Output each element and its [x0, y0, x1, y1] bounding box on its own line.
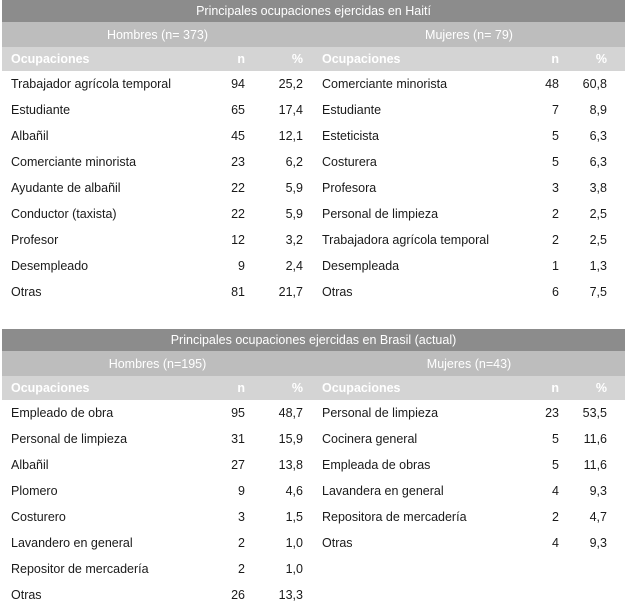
men-cell-group	[2, 123, 313, 149]
count-cell: 1	[552, 259, 559, 273]
percent-cell: 2,5	[589, 233, 607, 247]
occupation-cell: Personal de limpieza	[322, 207, 439, 221]
women-cell-group	[313, 530, 625, 556]
brasil-column-header	[2, 376, 625, 400]
percent-cell: 5,9	[285, 181, 303, 195]
percent-cell: 17,4	[278, 103, 303, 117]
table-row	[2, 279, 625, 305]
col-pct-header: %	[291, 52, 303, 66]
table-row	[2, 452, 625, 478]
women-cell-group	[313, 201, 625, 227]
occupation-cell: Trabajadora agrícola temporal	[322, 233, 489, 247]
count-cell: 26	[231, 588, 245, 602]
count-cell: 12	[231, 233, 245, 247]
count-cell: 5	[552, 129, 559, 143]
occupation-cell: Desempleada	[322, 259, 400, 273]
percent-cell: 11,6	[583, 458, 607, 472]
table-row	[2, 504, 625, 530]
count-cell: 9	[238, 484, 245, 498]
women-cell-group	[313, 452, 625, 478]
count-cell: 7	[552, 103, 559, 117]
women-cell-group	[313, 478, 625, 504]
haiti-table-body	[2, 71, 625, 305]
col-pct-header: %	[291, 381, 303, 395]
percent-cell: 3,2	[285, 233, 303, 247]
occupation-cell: Comerciante minorista	[11, 155, 137, 169]
women-cell-group	[313, 556, 625, 582]
women-cell-group	[313, 175, 625, 201]
occupation-cell: Albañil	[11, 129, 49, 143]
women-cell-group	[313, 71, 625, 97]
col-occupation-header: Ocupaciones	[11, 52, 90, 66]
percent-cell: 25,2	[278, 77, 303, 91]
occupation-cell: Comerciante minorista	[322, 77, 448, 91]
haiti-men-group-label: Hombres (n= 373)	[106, 27, 209, 42]
brasil-table-body	[2, 400, 625, 608]
table-row	[2, 530, 625, 556]
percent-cell: 21,7	[278, 285, 303, 299]
occupation-cell: Costurero	[11, 510, 66, 524]
men-cell-group	[2, 97, 313, 123]
men-cell-group	[2, 478, 313, 504]
count-cell: 6	[552, 285, 559, 299]
percent-cell: 2,5	[589, 207, 607, 221]
table-row	[2, 478, 625, 504]
count-cell: 2	[552, 207, 559, 221]
men-cell-group	[2, 452, 313, 478]
table-row	[2, 400, 625, 426]
women-cell-group	[313, 123, 625, 149]
occupation-cell: Trabajador agrícola temporal	[11, 77, 172, 91]
occupation-cell: Plomero	[11, 484, 58, 498]
percent-cell: 60,8	[582, 77, 607, 91]
men-cell-group	[2, 426, 313, 452]
percent-cell: 5,9	[285, 207, 303, 221]
women-cell-group	[313, 149, 625, 175]
men-cell-group	[2, 556, 313, 582]
percent-cell: 9,3	[589, 536, 607, 550]
count-cell: 94	[231, 77, 245, 91]
men-cell-group	[2, 149, 313, 175]
men-cell-group	[2, 71, 313, 97]
men-cell-group	[2, 582, 313, 608]
percent-cell: 9,3	[589, 484, 607, 498]
table-row	[2, 71, 625, 97]
count-cell: 27	[231, 458, 245, 472]
count-cell: 81	[231, 285, 245, 299]
col-occupation-header: Ocupaciones	[322, 52, 401, 66]
occupation-cell: Estudiante	[322, 103, 382, 117]
count-cell: 3	[552, 181, 559, 195]
table-row	[2, 149, 625, 175]
col-occupation-header: Ocupaciones	[322, 381, 401, 395]
count-cell: 5	[552, 458, 559, 472]
occupation-cell: Empleada de obras	[322, 458, 431, 472]
count-cell: 22	[231, 207, 245, 221]
table-row	[2, 253, 625, 279]
percent-cell: 13,3	[278, 588, 303, 602]
women-cell-group	[313, 426, 625, 452]
percent-cell: 7,5	[589, 285, 607, 299]
count-cell: 2	[238, 562, 245, 576]
count-cell: 2	[552, 233, 559, 247]
count-cell: 65	[231, 103, 245, 117]
occupation-cell: Costurera	[322, 155, 377, 169]
men-cell-group	[2, 279, 313, 305]
men-cell-group	[2, 530, 313, 556]
men-cell-group	[2, 201, 313, 227]
percent-cell: 15,9	[278, 432, 303, 446]
count-cell: 4	[552, 484, 559, 498]
table-row	[2, 227, 625, 253]
occupation-cell: Estudiante	[11, 103, 71, 117]
occupation-cell: Conductor (taxista)	[11, 207, 117, 221]
occupation-cell: Repositor de mercadería	[11, 562, 149, 576]
percent-cell: 1,5	[285, 510, 303, 524]
col-occupation-header: Ocupaciones	[11, 381, 90, 395]
col-pct-header: %	[595, 381, 607, 395]
men-cell-group	[2, 253, 313, 279]
count-cell: 22	[231, 181, 245, 195]
percent-cell: 3,8	[589, 181, 607, 195]
haiti-column-header	[2, 47, 625, 71]
count-cell: 23	[231, 155, 245, 169]
brasil-table	[2, 329, 625, 608]
col-n-header: n	[551, 381, 559, 395]
count-cell: 3	[238, 510, 245, 524]
percent-cell: 6,3	[589, 129, 607, 143]
women-cell-group	[313, 227, 625, 253]
brasil-women-group-label: Mujeres (n=43)	[426, 356, 512, 371]
col-n-header: n	[237, 52, 245, 66]
occupation-cell: Cocinera general	[322, 432, 418, 446]
table-row	[2, 97, 625, 123]
percent-cell: 12,1	[278, 129, 303, 143]
men-cell-group	[2, 400, 313, 426]
occupation-cell: Ayudante de albañil	[11, 181, 121, 195]
count-cell: 9	[238, 259, 245, 273]
percent-cell: 2,4	[285, 259, 303, 273]
occupation-cell: Otras	[11, 588, 42, 602]
haiti-women-group-label: Mujeres (n= 79)	[425, 27, 513, 42]
count-cell: 45	[231, 129, 245, 143]
table-row	[2, 201, 625, 227]
percent-cell: 11,6	[583, 432, 607, 446]
occupation-cell: Desempleado	[11, 259, 89, 273]
percent-cell: 1,0	[285, 562, 303, 576]
percent-cell: 6,2	[285, 155, 303, 169]
table-row	[2, 123, 625, 149]
brasil-group-header	[2, 351, 625, 376]
brasil-table-title: Principales ocupaciones ejercidas en Brasil (actual)	[2, 329, 625, 351]
percent-cell: 1,3	[589, 259, 607, 273]
men-cell-group	[2, 175, 313, 201]
percent-cell: 4,6	[285, 484, 303, 498]
percent-cell: 48,7	[278, 406, 303, 420]
women-cell-group	[313, 279, 625, 305]
men-cell-group	[2, 227, 313, 253]
occupation-cell: Lavandero en general	[11, 536, 133, 550]
women-cell-group	[313, 504, 625, 530]
occupation-cell: Personal de limpieza	[322, 406, 439, 420]
women-cell-group	[313, 400, 625, 426]
col-n-header: n	[551, 52, 559, 66]
percent-cell: 1,0	[285, 536, 303, 550]
col-pct-header: %	[595, 52, 607, 66]
col-n-header: n	[237, 381, 245, 395]
count-cell: 31	[231, 432, 245, 446]
haiti-table	[2, 0, 625, 305]
table-row	[2, 556, 625, 582]
men-cell-group	[2, 504, 313, 530]
count-cell: 23	[545, 406, 559, 420]
occupation-cell: Otras	[322, 536, 353, 550]
count-cell: 5	[552, 155, 559, 169]
occupation-cell: Personal de limpieza	[11, 432, 128, 446]
occupation-cell: Otras	[11, 285, 42, 299]
occupation-cell: Profesor	[11, 233, 59, 247]
haiti-group-header	[2, 22, 625, 47]
count-cell: 2	[238, 536, 245, 550]
women-cell-group	[313, 253, 625, 279]
occupation-cell: Otras	[322, 285, 353, 299]
count-cell: 48	[545, 77, 559, 91]
percent-cell: 4,7	[589, 510, 607, 524]
percent-cell: 53,5	[582, 406, 607, 420]
occupation-cell: Albañil	[11, 458, 49, 472]
count-cell: 2	[552, 510, 559, 524]
percent-cell: 13,8	[278, 458, 303, 472]
occupation-cell: Empleado de obra	[11, 406, 114, 420]
percent-cell: 6,3	[589, 155, 607, 169]
table-row	[2, 175, 625, 201]
brasil-men-group-label: Hombres (n=195)	[108, 356, 207, 371]
haiti-table-title: Principales ocupaciones ejercidas en Haití	[2, 0, 625, 22]
count-cell: 4	[552, 536, 559, 550]
table-row	[2, 426, 625, 452]
percent-cell: 8,9	[589, 103, 607, 117]
occupation-cell: Repositora de mercadería	[322, 510, 467, 524]
occupation-cell: Profesora	[322, 181, 377, 195]
table-row	[2, 582, 625, 608]
occupation-cell: Lavandera en general	[322, 484, 444, 498]
count-cell: 95	[231, 406, 245, 420]
count-cell: 5	[552, 432, 559, 446]
women-cell-group	[313, 582, 625, 608]
women-cell-group	[313, 97, 625, 123]
occupation-cell: Esteticista	[322, 129, 379, 143]
